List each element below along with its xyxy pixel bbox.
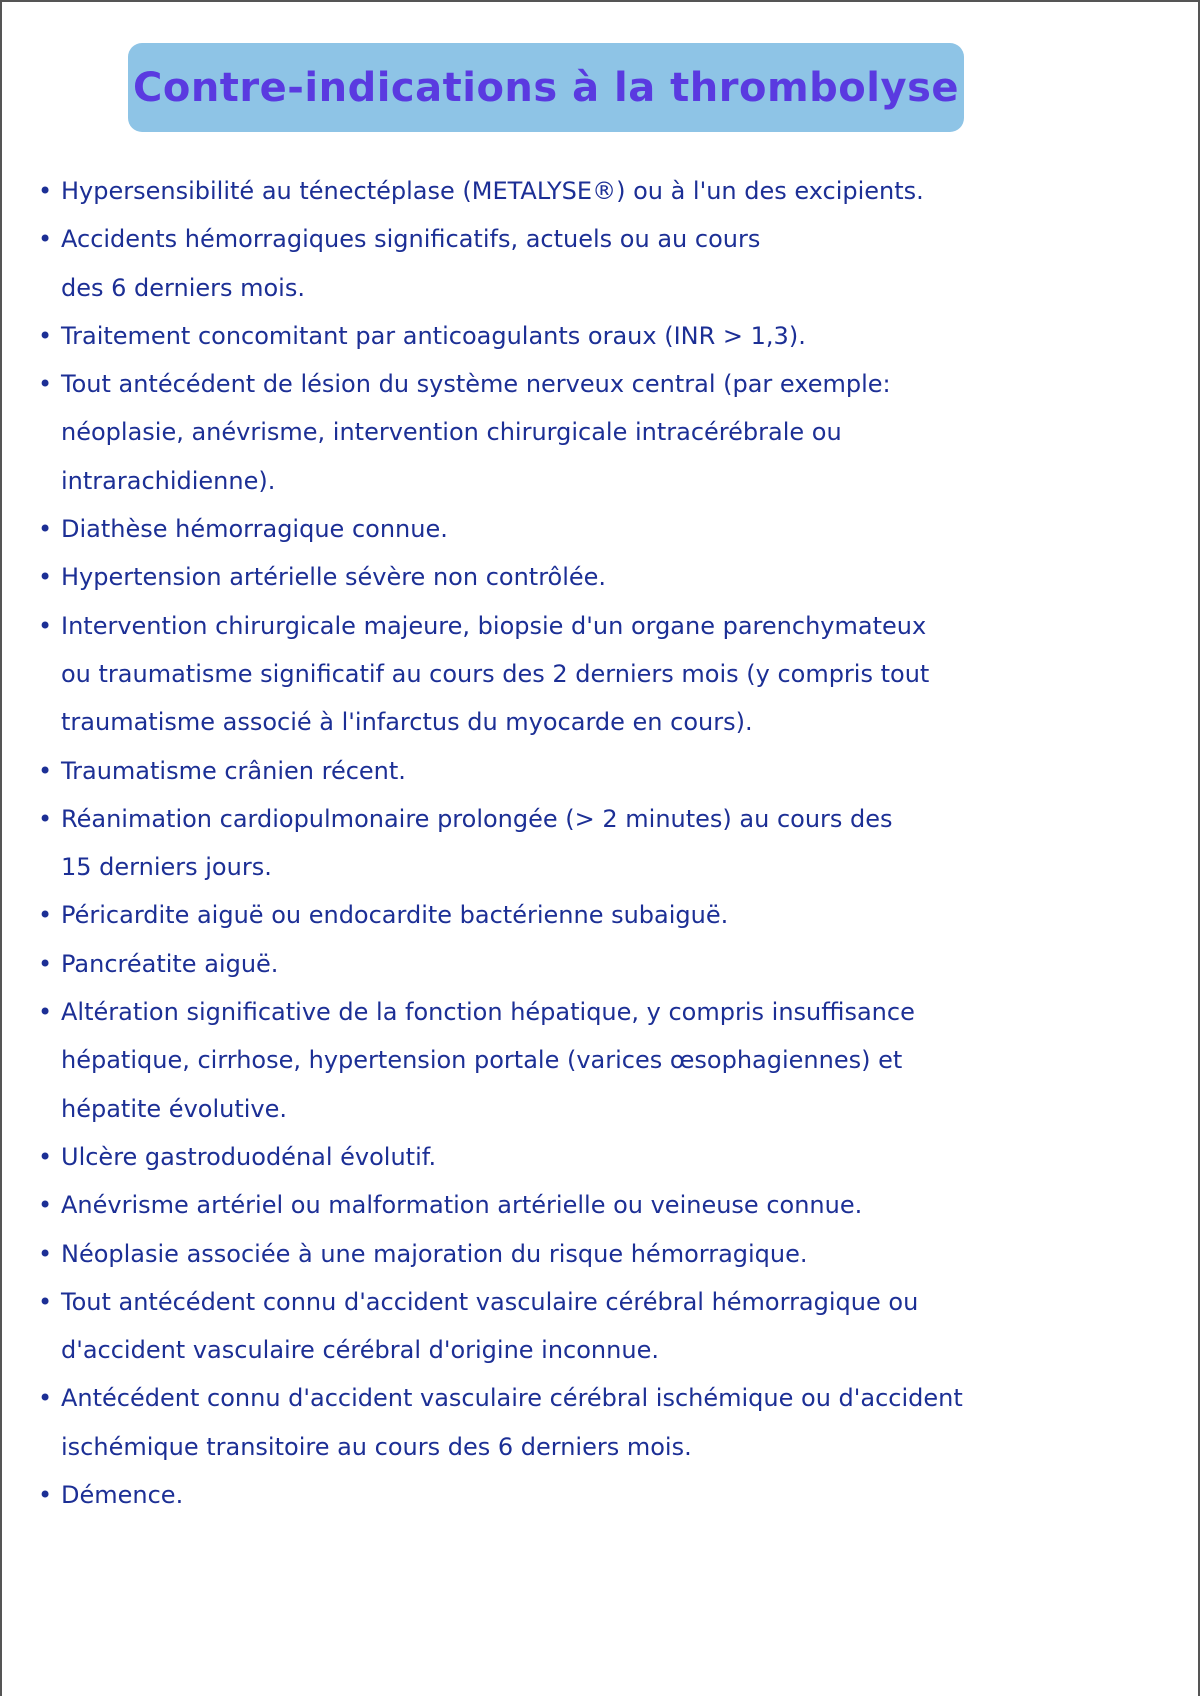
contraindication-list — [36, 167, 1176, 1519]
list-item-text: Démence. — [61, 1481, 184, 1510]
bullet-icon: • — [38, 949, 53, 978]
bullet-icon: • — [38, 1287, 53, 1316]
bullet-icon: • — [38, 901, 53, 930]
list-item-text: Pancréatite aiguë. — [61, 949, 279, 978]
bullet-icon: • — [38, 998, 53, 1027]
list-item-text: Intervention chirurgicale majeure, biopsie d'un organe parenchymateux — [61, 611, 927, 640]
bullet-icon: • — [38, 177, 53, 205]
list-item — [36, 167, 1176, 215]
list-item-text: Antécédent connu d'accident vasculaire cérébral ischémique ou d'accident — [61, 1384, 963, 1413]
list-item-text: Néoplasie associée à une majoration du risque hémorragique. — [61, 1239, 808, 1268]
list-item-text: Traumatisme crânien récent. — [61, 756, 406, 785]
list-item-text: d'accident vasculaire cérébral d'origine inconnue. — [61, 1336, 659, 1365]
list-item — [36, 891, 1176, 939]
title-banner — [128, 43, 964, 132]
list-item-text: intrarachidienne). — [61, 466, 276, 495]
list-item — [36, 795, 1176, 892]
list-item-text: ischémique transitoire au cours des 6 derniers mois. — [61, 1432, 692, 1461]
list-item-text: Hypersensibilité au ténectéplase (METALYSE®) ou à l'un des excipients. — [61, 177, 924, 205]
list-item — [36, 940, 1176, 988]
list-item — [36, 747, 1176, 795]
list-item-text: hépatique, cirrhose, hypertension portale (varices œsophagiennes) et — [61, 1046, 903, 1075]
bullet-icon: • — [38, 1191, 53, 1220]
list-item-text: Ulcère gastroduodénal évolutif. — [61, 1142, 437, 1171]
list-item-text: des 6 derniers mois. — [61, 273, 305, 302]
bullet-icon: • — [38, 1384, 53, 1413]
page-title: Contre-indications à la thrombolyse — [132, 64, 959, 111]
list-item — [36, 553, 1176, 601]
bullet-icon: • — [38, 515, 53, 544]
bullet-icon: • — [38, 563, 53, 592]
list-item — [36, 1278, 1176, 1375]
list-item-text: Tout antécédent connu d'accident vasculaire cérébral hémorragique ou — [61, 1287, 919, 1316]
bullet-icon: • — [38, 611, 53, 640]
list-item-text: hépatite évolutive. — [61, 1094, 288, 1123]
list-item-text: Hypertension artérielle sévère non contrôlée. — [61, 563, 607, 592]
list-item — [36, 602, 1176, 747]
list-item-text: Diathèse hémorragique connue. — [61, 515, 448, 544]
list-item — [36, 988, 1176, 1133]
list-item-text: Traitement concomitant par anticoagulants oraux (INR > 1,3). — [61, 321, 806, 350]
list-item-text: Péricardite aiguë ou endocardite bactérienne subaiguë. — [61, 901, 729, 930]
bullet-icon: • — [38, 225, 53, 254]
list-item — [36, 360, 1176, 505]
bullet-icon: • — [38, 1142, 53, 1171]
bullet-icon: • — [38, 370, 53, 399]
list-item-text: ou traumatisme significatif au cours des 2 derniers mois (y compris tout — [61, 659, 930, 688]
bullet-icon: • — [38, 756, 53, 785]
bullet-icon: • — [38, 1239, 53, 1268]
list-item — [36, 312, 1176, 360]
list-item — [36, 1133, 1176, 1181]
bullet-icon: • — [38, 804, 53, 833]
list-item-text: 15 derniers jours. — [61, 853, 272, 882]
list-item — [36, 1230, 1176, 1278]
list-item — [36, 505, 1176, 553]
bullet-icon: • — [38, 1481, 53, 1510]
list-item-text: néoplasie, anévrisme, intervention chirurgicale intracérébrale ou — [61, 418, 842, 447]
list-item-text: traumatisme associé à l'infarctus du myocarde en cours). — [61, 708, 753, 737]
list-item-text: Anévrisme artériel ou malformation artérielle ou veineuse connue. — [61, 1191, 863, 1220]
list-item-text: Accidents hémorragiques significatifs, actuels ou au cours — [61, 225, 761, 254]
list-item-text: Altération significative de la fonction hépatique, y compris insuffisance — [61, 998, 915, 1027]
list-item — [36, 1374, 1176, 1471]
list-item-text: Réanimation cardiopulmonaire prolongée (> 2 minutes) au cours des — [61, 804, 893, 833]
list-item — [36, 215, 1176, 312]
list-item — [36, 1181, 1176, 1229]
list-item-text: Tout antécédent de lésion du système nerveux central (par exemple: — [61, 370, 891, 399]
bullet-icon: • — [38, 321, 53, 350]
list-item — [36, 1471, 1176, 1519]
